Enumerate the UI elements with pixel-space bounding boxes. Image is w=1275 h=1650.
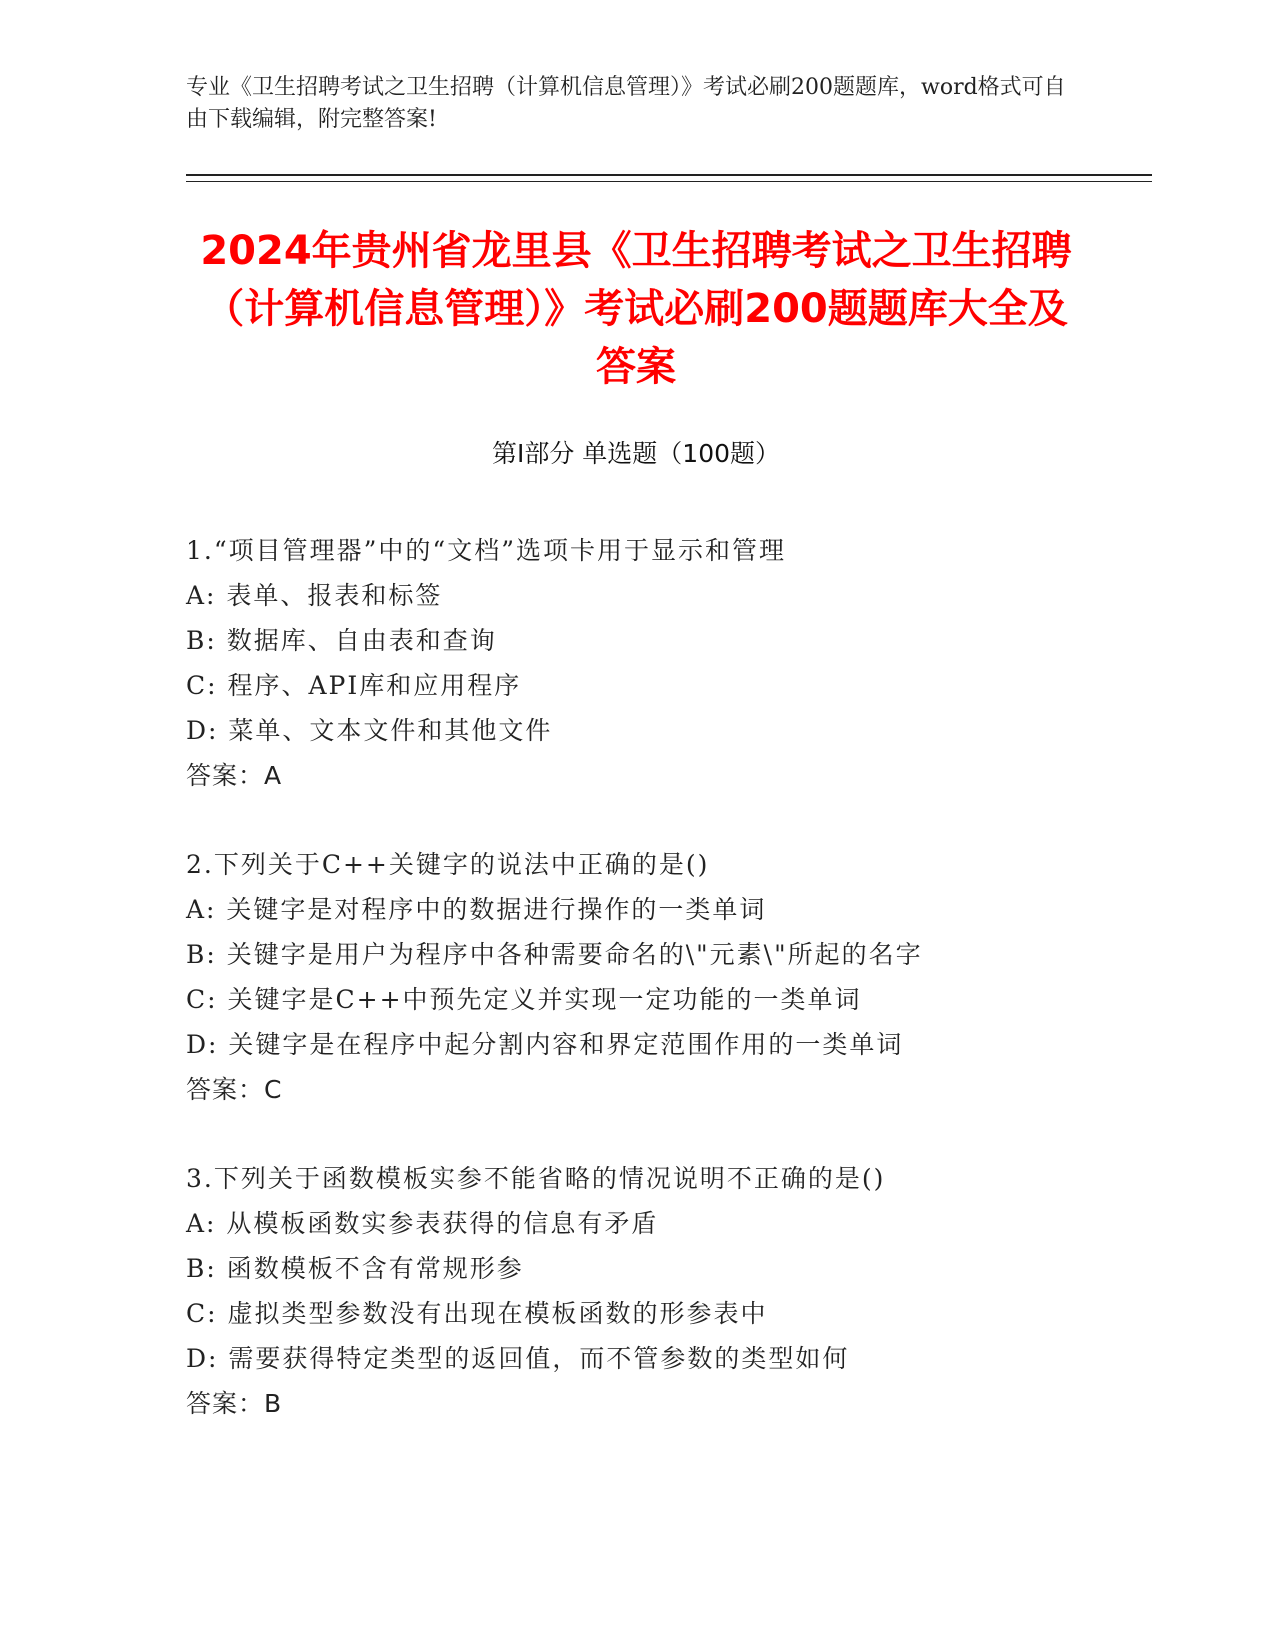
option-b: B: 数据库、自由表和查询 [186, 626, 497, 655]
section-title: 第Ⅰ部分 单选题（100题） [491, 439, 781, 468]
option-c: C: 关键字是C++中预先定义并实现一定功能的一类单词 [186, 985, 862, 1014]
question-item [186, 528, 1086, 798]
answer-line: 答案：C [186, 1075, 283, 1104]
question-list [186, 528, 1086, 1470]
option-b: B: 关键字是用户为程序中各种需要命名的\"元素\"所起的名字 [186, 940, 923, 969]
answer-line: 答案：B [186, 1389, 283, 1418]
option-c: C: 虚拟类型参数没有出现在模板函数的形参表中 [186, 1299, 768, 1328]
answer-line: 答案：A [186, 761, 283, 790]
question-item [186, 1156, 1086, 1426]
header-divider-thin [186, 181, 1152, 182]
question-item [186, 842, 1086, 1112]
option-c: C: 程序、API库和应用程序 [186, 671, 522, 700]
header-note: 专业《卫生招聘考试之卫生招聘（计算机信息管理）》考试必刷200题题库，word格式可自由下载编辑，附完整答案! [186, 75, 1066, 132]
option-b: B: 函数模板不含有常规形参 [186, 1254, 524, 1283]
question-stem: 2.下列关于C++关键字的说法中正确的是() [186, 850, 710, 879]
question-stem: 1.“项目管理器”中的“文档”选项卡用于显示和管理 [186, 536, 786, 565]
header-divider-thick [186, 174, 1152, 176]
option-a: A: 关键字是对程序中的数据进行操作的一类单词 [186, 895, 767, 924]
option-d: D: 需要获得特定类型的返回值，而不管参数的类型如何 [186, 1344, 850, 1373]
option-a: A: 从模板函数实参表获得的信息有矛盾 [186, 1209, 659, 1238]
option-d: D: 菜单、文本文件和其他文件 [186, 716, 553, 745]
option-d: D: 关键字是在程序中起分割内容和界定范围作用的一类单词 [186, 1030, 904, 1059]
document-title: 2024年贵州省龙里县《卫生招聘考试之卫生招聘（计算机信息管理）》考试必刷200题题库大全及答案 [200, 228, 1072, 390]
question-stem: 3.下列关于函数模板实参不能省略的情况说明不正确的是() [186, 1164, 886, 1193]
option-a: A: 表单、报表和标签 [186, 581, 443, 610]
